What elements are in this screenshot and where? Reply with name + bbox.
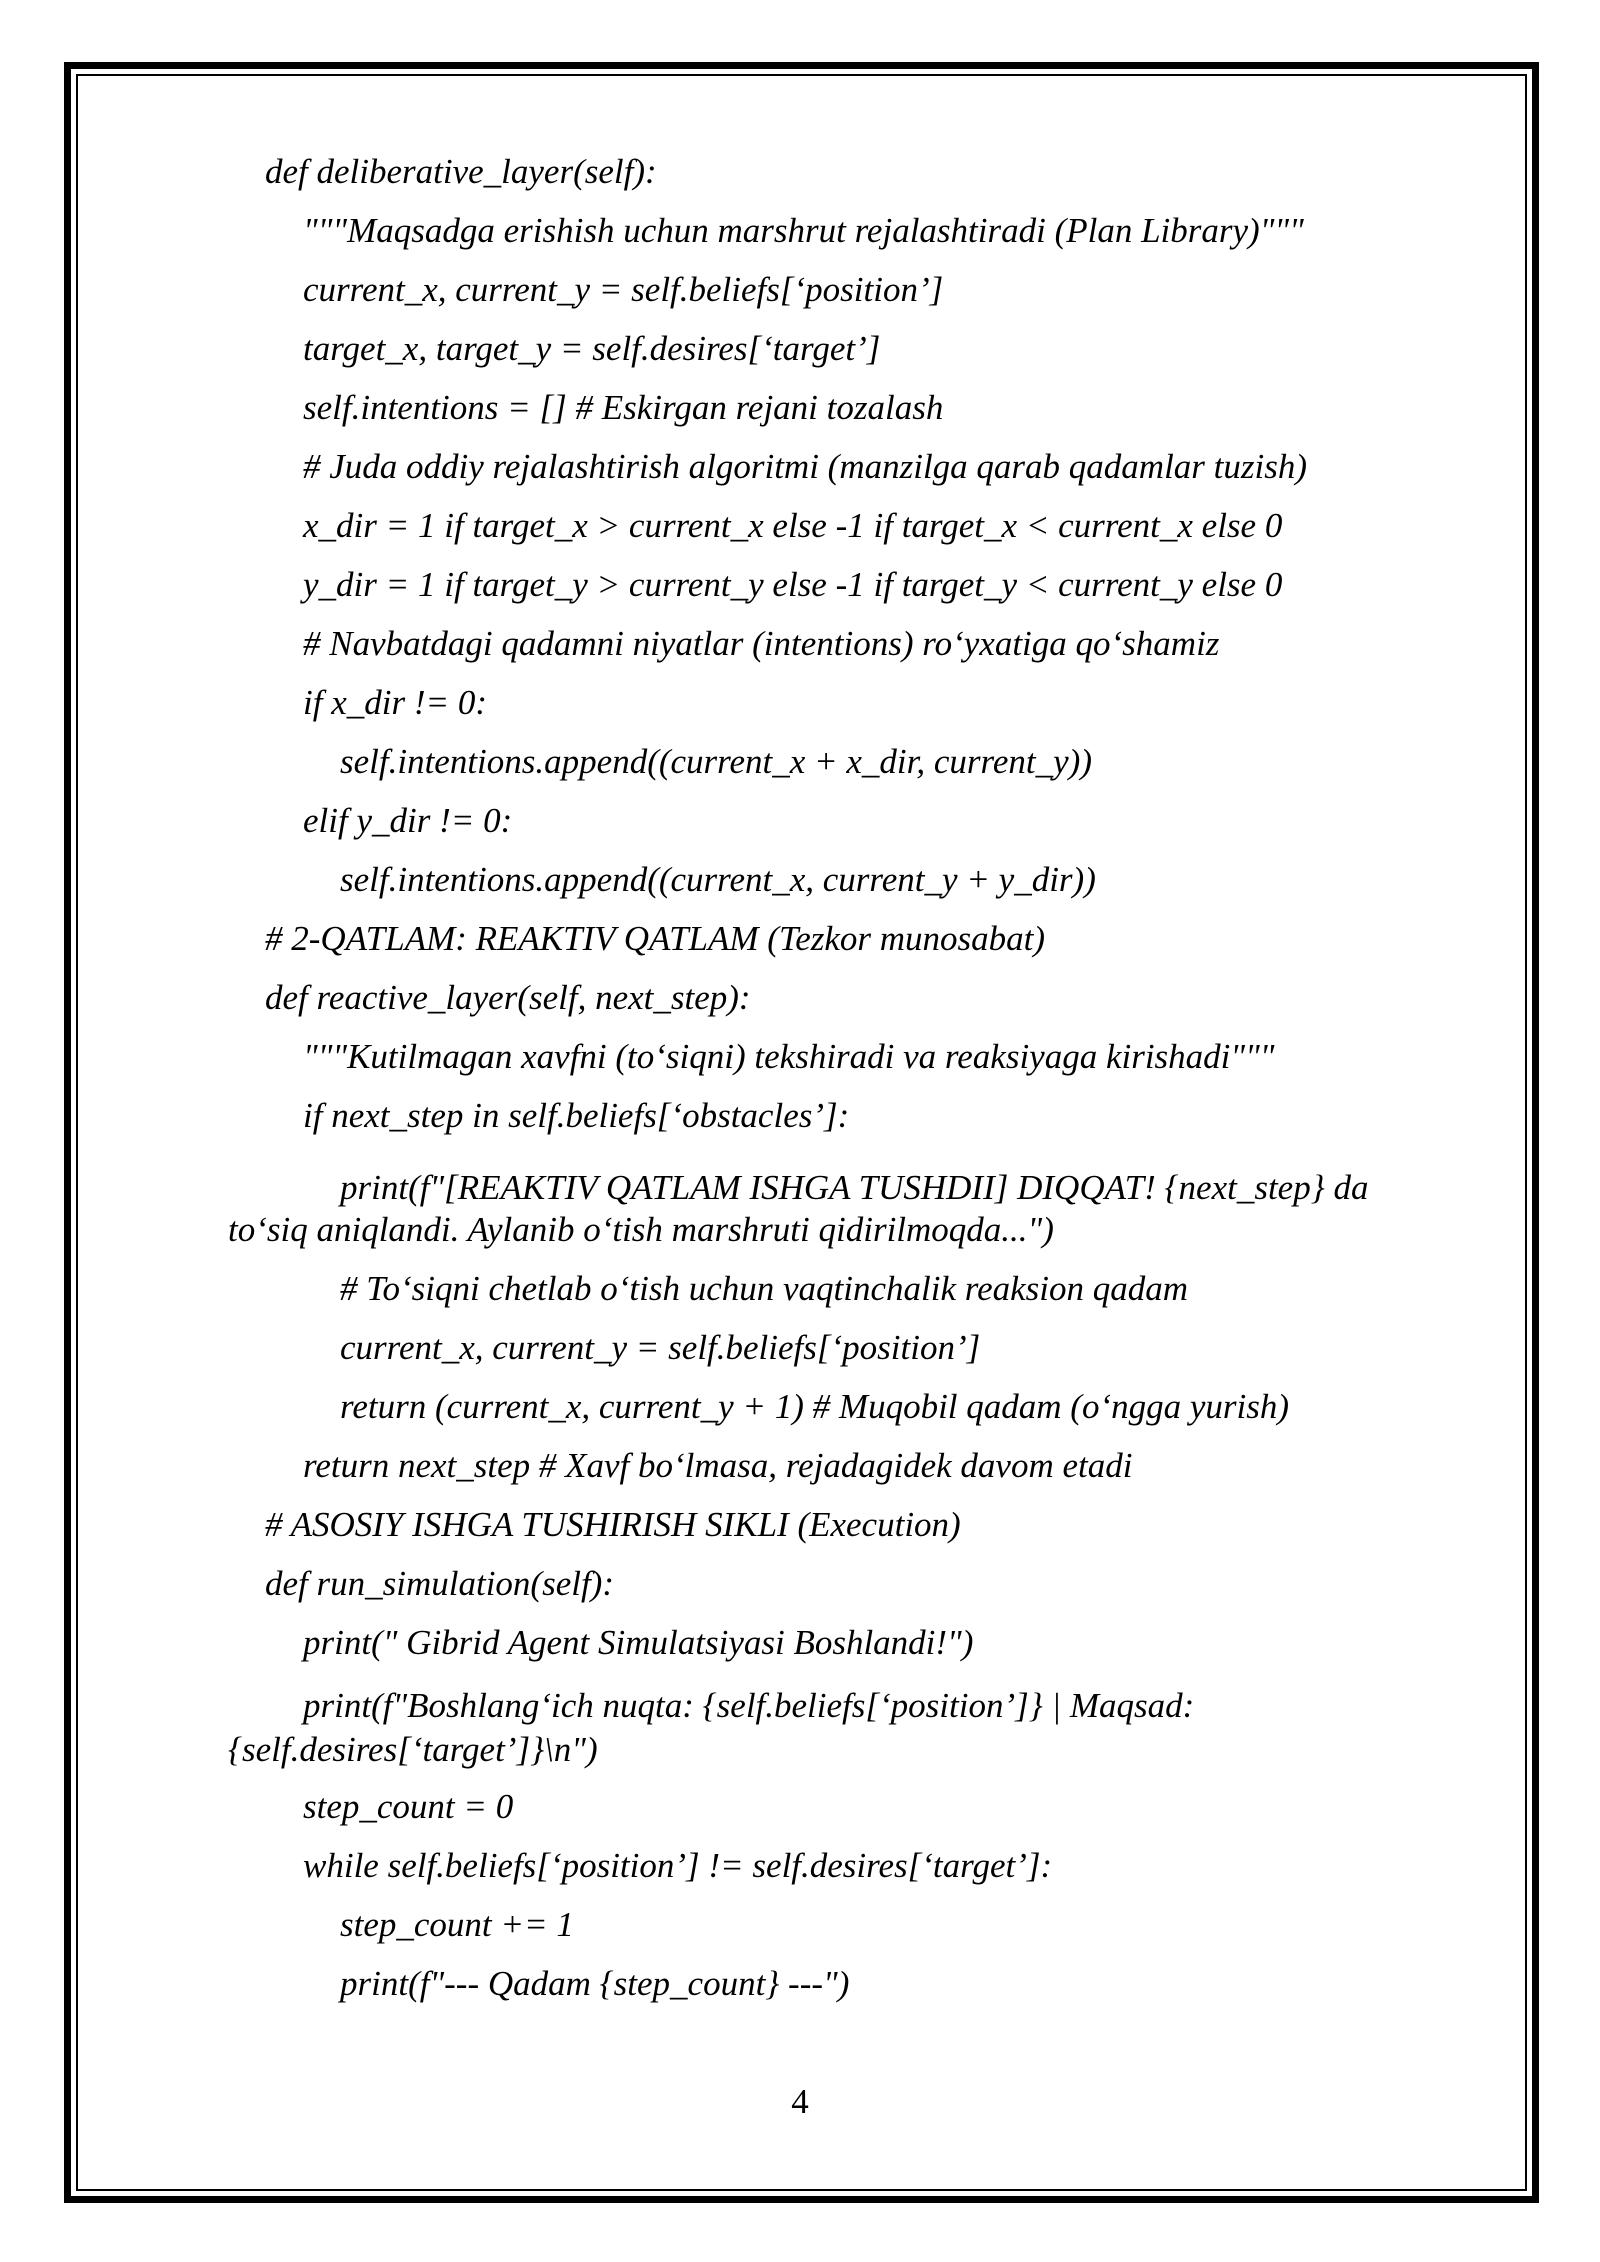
code-line: """Kutilmagan xavfni (to‘siqni) tekshiradi va reaksiyaga kirishadi""" bbox=[303, 1037, 1275, 1076]
code-line: # Juda oddiy rejalashtirish algoritmi (manzilga qarab qadamlar tuzish) bbox=[303, 447, 1308, 486]
code-line: self.intentions = [] # Eskirgan rejani tozalash bbox=[303, 388, 944, 427]
code-line: return next_step # Xavf bo‘lmasa, rejadagidek davom etadi bbox=[303, 1446, 1133, 1485]
code-line: {self.desires[‘target’]}\n") bbox=[228, 1730, 598, 1769]
code-line: print(f"[REAKTIV QATLAM ISHGA TUSHDII] DIQQAT! {next_step} da bbox=[340, 1168, 1369, 1207]
code-line: step_count += 1 bbox=[340, 1905, 574, 1944]
code-line: if x_dir != 0: bbox=[303, 683, 488, 722]
page-number: 4 bbox=[791, 2082, 809, 2121]
code-line: # ASOSIY ISHGA TUSHIRISH SIKLI (Execution) bbox=[265, 1505, 961, 1544]
code-line: print(f"--- Qadam {step_count} ---") bbox=[340, 1964, 850, 2003]
code-line: """Maqsadga erishish uchun marshrut rejalashtiradi (Plan Library)""" bbox=[303, 211, 1304, 250]
code-line: self.intentions.append((current_x, current_y + y_dir)) bbox=[340, 860, 1096, 899]
code-line: print(f"Boshlang‘ich nuqta: {self.beliefs[‘position’]} | Maqsad: bbox=[303, 1686, 1195, 1725]
code-line: x_dir = 1 if target_x > current_x else -1 if target_x < current_x else 0 bbox=[303, 506, 1283, 545]
code-line: print(" Gibrid Agent Simulatsiyasi Boshlandi!") bbox=[303, 1623, 974, 1662]
code-line: return (current_x, current_y + 1) # Muqobil qadam (o‘ngga yurish) bbox=[340, 1387, 1290, 1426]
code-line: def run_simulation(self): bbox=[265, 1564, 614, 1603]
code-line: if next_step in self.beliefs[‘obstacles’]: bbox=[303, 1096, 850, 1135]
code-line: while self.beliefs[‘position’] != self.desires[‘target’]: bbox=[303, 1846, 1053, 1885]
code-line: self.intentions.append((current_x + x_dir, current_y)) bbox=[340, 742, 1092, 781]
code-line: to‘siq aniqlandi. Aylanib o‘tish marshruti qidirilmoqda...") bbox=[228, 1210, 1054, 1249]
code-line: # To‘siqni chetlab o‘tish uchun vaqtinchalik reaksion qadam bbox=[340, 1269, 1189, 1308]
code-line: target_x, target_y = self.desires[‘target’] bbox=[303, 329, 881, 368]
code-line: # 2-QATLAM: REAKTIV QATLAM (Tezkor munosabat) bbox=[265, 919, 1046, 958]
code-line: y_dir = 1 if target_y > current_y else -1 if target_y < current_y else 0 bbox=[303, 565, 1283, 604]
code-line: def reactive_layer(self, next_step): bbox=[265, 978, 751, 1017]
code-line: current_x, current_y = self.beliefs[‘position’] bbox=[303, 270, 944, 309]
code-line: # Navbatdagi qadamni niyatlar (intentions) ro‘yxatiga qo‘shamiz bbox=[303, 624, 1220, 663]
code-line: def deliberative_layer(self): bbox=[265, 152, 657, 191]
code-line: step_count = 0 bbox=[303, 1787, 514, 1826]
code-line: elif y_dir != 0: bbox=[303, 801, 513, 840]
code-line: current_x, current_y = self.beliefs[‘position’] bbox=[340, 1328, 981, 1367]
